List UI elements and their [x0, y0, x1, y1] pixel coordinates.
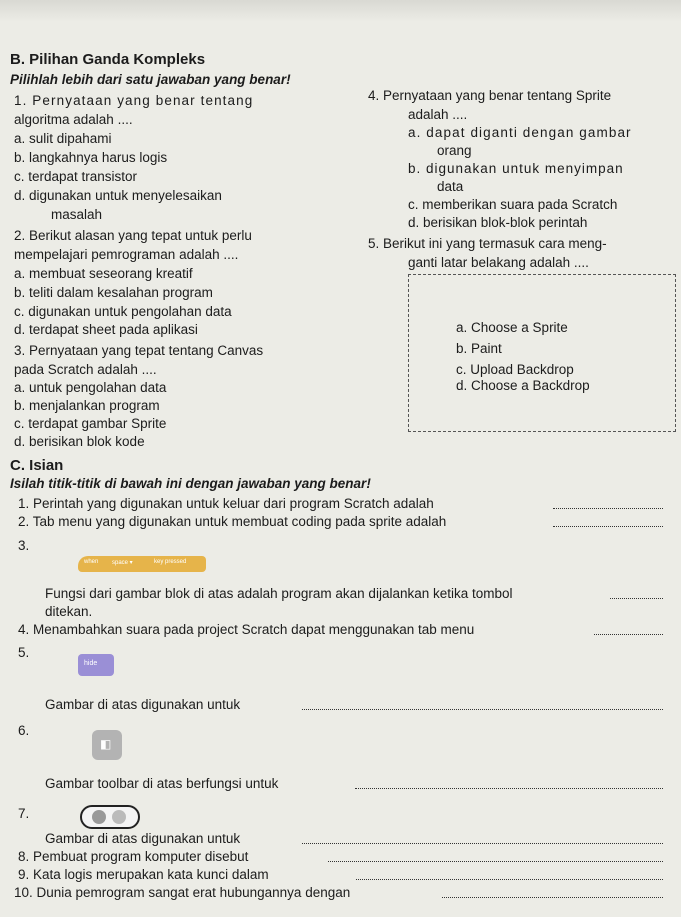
c-q2-answer-line[interactable] [553, 526, 663, 527]
c-q3-text: Fungsi dari gambar blok di atas adalah program akan dijalankan ketika tombol [45, 586, 513, 601]
b-q2-option-b[interactable]: b. teliti dalam kesalahan program [14, 285, 213, 300]
c-q8-answer-line[interactable] [328, 861, 663, 862]
b-q1-option-a[interactable]: a. sulit dipahami [14, 131, 112, 146]
c-q7-answer-line[interactable] [302, 843, 663, 844]
b-q2-option-d[interactable]: d. terdapat sheet pada aplikasi [14, 322, 198, 337]
c-q3-number: 3. [18, 538, 30, 553]
section-b-title: B. Pilihan Ganda Kompleks [10, 51, 206, 68]
c-q3-answer-line[interactable] [610, 598, 663, 599]
b-q3-stem-cont: pada Scratch adalah .... [14, 362, 157, 377]
c-q1-answer-line[interactable] [553, 508, 663, 509]
b-q3-option-c[interactable]: c. terdapat gambar Sprite [14, 416, 167, 431]
c-q5-number: 5. [18, 645, 30, 660]
section-c-instruction: Isilah titik-titik di bawah ini dengan jawaban yang benar! [10, 476, 371, 491]
b-q1-option-d[interactable]: d. digunakan untuk menyelesaikan [14, 188, 222, 203]
block-when-label: when [84, 559, 99, 565]
b-q4-stem: 4. Pernyataan yang benar tentang Sprite [368, 88, 612, 103]
b-q4-option-b-cont: data [437, 179, 464, 194]
b-q3-stem: 3. Pernyataan yang tepat tentang Canvas [14, 343, 264, 358]
c-q6-text: Gambar toolbar di atas berfungsi untuk [45, 776, 279, 791]
b-q1-stem: 1. Pernyataan yang benar tentang [14, 93, 254, 108]
b-q1-option-d-cont: masalah [51, 207, 103, 222]
c-q5-text: Gambar di atas digunakan untuk [45, 697, 241, 712]
b-q5-option-d[interactable]: d. Choose a Backdrop [456, 378, 590, 393]
b-q2-stem: 2. Berikut alasan yang tepat untuk perlu [14, 228, 252, 243]
b-q1-option-b[interactable]: b. langkahnya harus logis [14, 150, 168, 165]
b-q4-stem-cont: adalah .... [408, 107, 468, 122]
b-q5-option-b[interactable]: b. Paint [456, 341, 502, 356]
b-q3-option-a[interactable]: a. untuk pengolahan data [14, 380, 167, 395]
when-key-pressed-block [78, 556, 206, 572]
sprite-bag-icon: ◧ [92, 730, 122, 760]
b-q5-option-c[interactable]: c. Upload Backdrop [456, 362, 574, 377]
b-q5-stem: 5. Berikut ini yang termasuk cara meng- [368, 236, 607, 251]
hide-block-label: hide [84, 660, 98, 667]
b-q4-option-a[interactable]: a. dapat diganti dengan gambar [408, 125, 632, 140]
c-q6-answer-line[interactable] [355, 788, 663, 789]
b-q5-option-a[interactable]: a. Choose a Sprite [456, 320, 568, 335]
b-q1-option-c[interactable]: c. terdapat transistor [14, 169, 138, 184]
b-q4-option-d[interactable]: d. berisikan blok-blok perintah [408, 215, 588, 230]
c-q2-text: 2. Tab menu yang digunakan untuk membuat coding pada sprite adalah [18, 514, 447, 529]
c-q10-text: 10. Dunia pemrogram sangat erat hubungannya dengan [14, 885, 351, 900]
c-q7-number: 7. [18, 806, 30, 821]
hide-block [78, 654, 114, 676]
b-q5-stem-cont: ganti latar belakang adalah .... [408, 255, 589, 270]
b-q4-option-b[interactable]: b. digunakan untuk menyimpan [408, 161, 624, 176]
b-q2-option-a[interactable]: a. membuat seseorang kreatif [14, 266, 193, 281]
block-key-dropdown: space ▾ [112, 560, 133, 566]
block-pressed-label: key pressed [154, 559, 187, 565]
b-q2-stem-cont: mempelajari pemrograman adalah .... [14, 247, 239, 262]
b-q3-option-d[interactable]: d. berisikan blok kode [14, 434, 145, 449]
page-top-edge [0, 0, 681, 22]
c-q4-text: 4. Menambahkan suara pada project Scratch dapat menggunakan tab menu [18, 622, 475, 637]
toggle-switch-icon [80, 805, 140, 829]
c-q5-answer-line[interactable] [302, 709, 663, 710]
b-q4-option-a-cont: orang [437, 143, 472, 158]
section-c-title: C. Isian [10, 457, 64, 474]
b-q4-option-c[interactable]: c. memberikan suara pada Scratch [408, 197, 618, 212]
c-q8-text: 8. Pembuat program komputer disebut [18, 849, 249, 864]
c-q6-number: 6. [18, 723, 30, 738]
c-q7-text: Gambar di atas digunakan untuk [45, 831, 241, 846]
c-q3-text-cont: ditekan. [45, 604, 93, 619]
c-q1-text: 1. Perintah yang digunakan untuk keluar dari program Scratch adalah [18, 496, 434, 511]
q5-options-frame [408, 274, 676, 432]
b-q2-option-c[interactable]: c. digunakan untuk pengolahan data [14, 304, 232, 319]
section-b-instruction: Pilihlah lebih dari satu jawaban yang benar! [10, 72, 291, 87]
b-q1-stem-cont: algoritma adalah .... [14, 112, 133, 127]
b-q3-option-b[interactable]: b. menjalankan program [14, 398, 160, 413]
c-q10-answer-line[interactable] [442, 897, 663, 898]
c-q9-answer-line[interactable] [356, 879, 663, 880]
c-q9-text: 9. Kata logis merupakan kata kunci dalam [18, 867, 269, 882]
c-q4-answer-line[interactable] [594, 634, 663, 635]
